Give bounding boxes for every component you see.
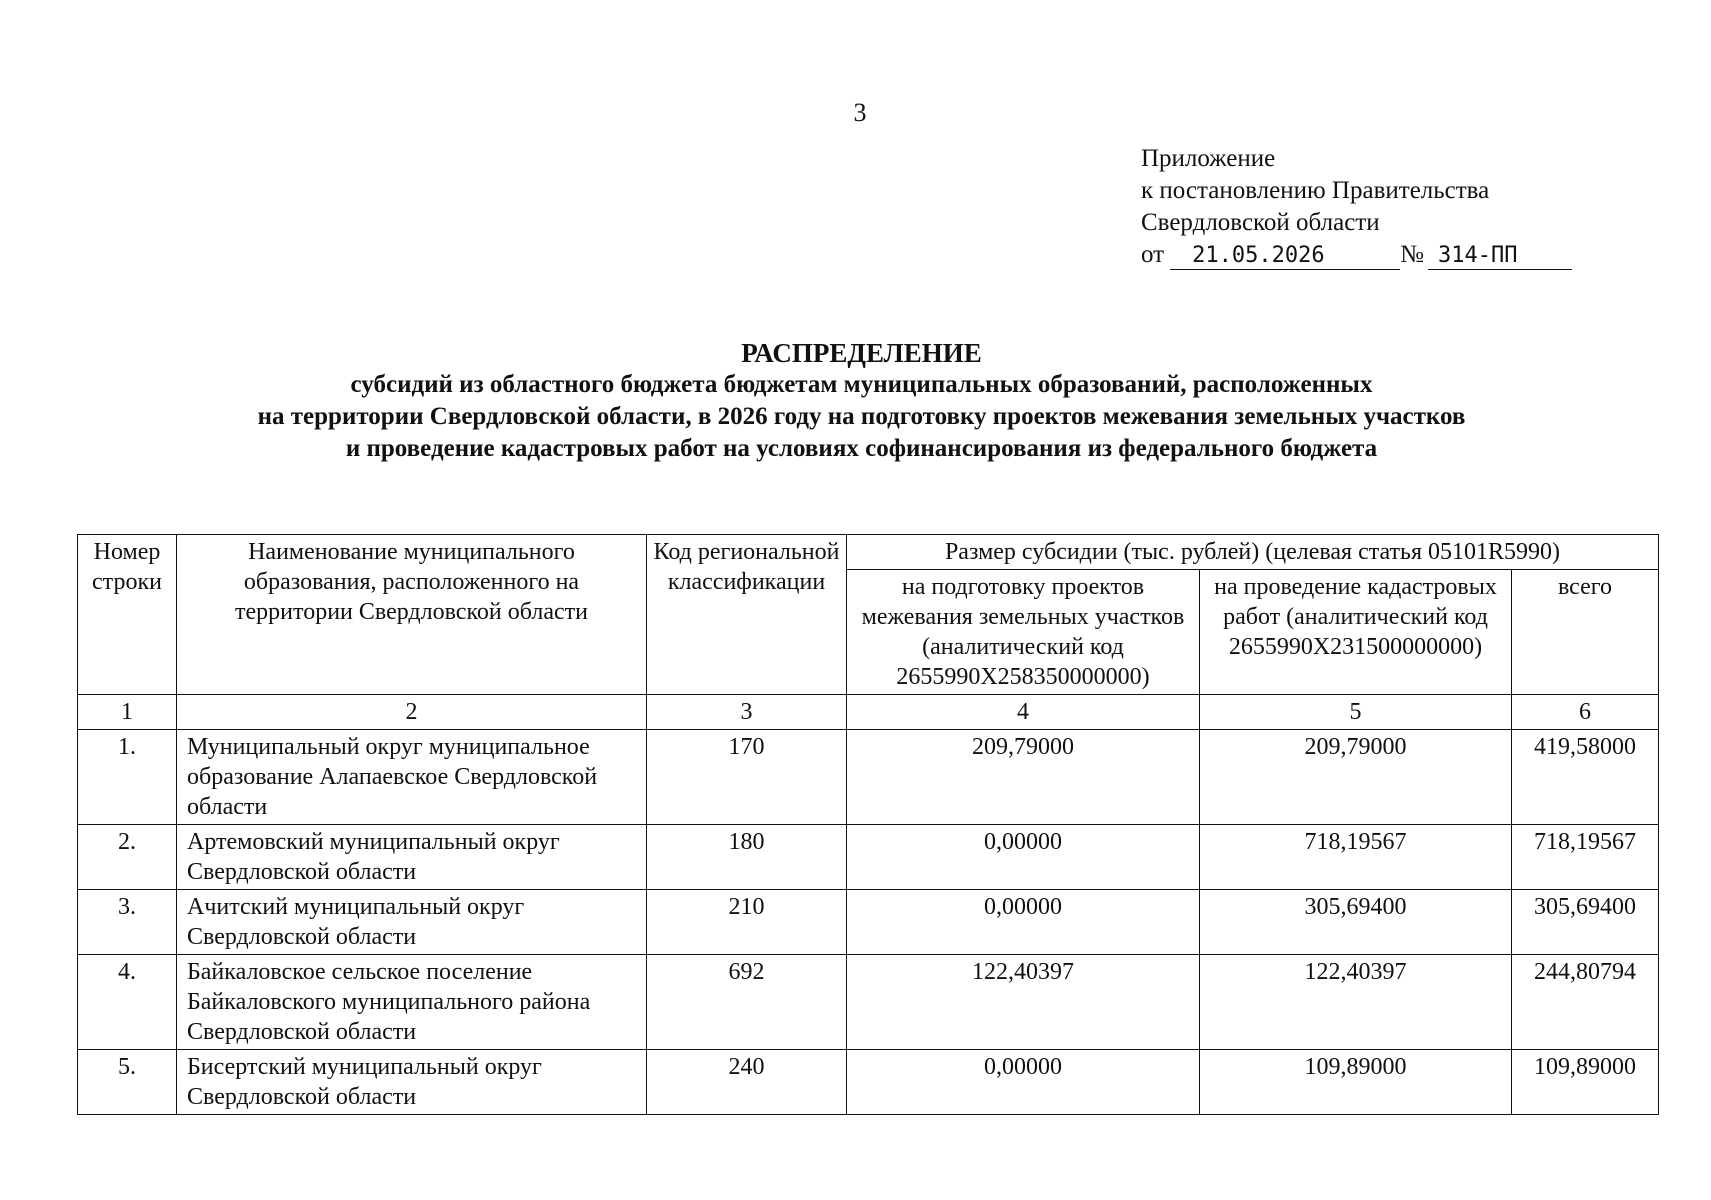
header-row-1	[78, 535, 1659, 570]
column-numbers-row	[78, 695, 1659, 730]
title-line-3: и проведение кадастровых работ на условиях софинансирования из федерального бюджета	[345, 435, 1378, 462]
title-line-1: субсидий из областного бюджета бюджетам муниципальных образований, расположенных	[350, 371, 1373, 398]
header-projects: на подготовку проектов межевания земельных участков (аналитический код 2655990X258350000000)	[847, 570, 1200, 695]
title-line-2: на территории Свердловской области, в 2026 году на подготовку проектов межевания земельных участков	[257, 403, 1466, 430]
appendix-block	[1141, 143, 1572, 271]
decree-date: 21.05.2026	[1170, 243, 1400, 270]
projects-amount: 0,00000	[847, 890, 1200, 955]
appendix-line-1: Приложение	[1141, 145, 1276, 172]
decree-number: 314-ПП	[1428, 243, 1572, 270]
cadastral-amount: 718,19567	[1200, 825, 1512, 890]
header-row-number: Номер строки	[78, 535, 177, 695]
column-number: 5	[1200, 695, 1512, 730]
municipality-name: Бисертский муниципальный округ Свердловской области	[177, 1050, 647, 1115]
header-cadastral: на проведение кадастровых работ (аналитический код 2655990X231500000000)	[1200, 570, 1512, 695]
column-number: 3	[647, 695, 847, 730]
region-code: 170	[647, 730, 847, 825]
row-number: 1.	[78, 730, 177, 825]
table-row	[78, 1050, 1659, 1115]
region-code: 692	[647, 955, 847, 1050]
total-amount: 419,58000	[1512, 730, 1659, 825]
cadastral-amount: 109,89000	[1200, 1050, 1512, 1115]
page-number: 3	[853, 98, 867, 127]
appendix-line-2: к постановлению Правительства	[1141, 177, 1490, 204]
title-main: РАСПРЕДЕЛЕНИЕ	[741, 338, 982, 368]
row-number: 3.	[78, 890, 177, 955]
header-name: Наименование муниципального образования, расположенного на территории Свердловской области	[177, 535, 647, 695]
column-number: 4	[847, 695, 1200, 730]
number-label: №	[1400, 241, 1424, 268]
row-number: 5.	[78, 1050, 177, 1115]
region-code: 240	[647, 1050, 847, 1115]
distribution-table	[77, 534, 1659, 1115]
municipality-name: Байкаловское сельское поселение Байкаловского муниципального района Свердловской области	[177, 955, 647, 1050]
municipality-name: Муниципальный округ муниципальное образование Алапаевское Свердловской области	[177, 730, 647, 825]
cadastral-amount: 305,69400	[1200, 890, 1512, 955]
projects-amount: 0,00000	[847, 825, 1200, 890]
header-total: всего	[1512, 570, 1659, 695]
region-code: 180	[647, 825, 847, 890]
row-number: 4.	[78, 955, 177, 1050]
municipality-name: Ачитский муниципальный округ Свердловской области	[177, 890, 647, 955]
cadastral-amount: 209,79000	[1200, 730, 1512, 825]
projects-amount: 0,00000	[847, 1050, 1200, 1115]
total-amount: 244,80794	[1512, 955, 1659, 1050]
appendix-line-3: Свердловской области	[1141, 209, 1380, 236]
header-code: Код региональной классификации	[647, 535, 847, 695]
header-subsidy-group: Размер субсидии (тыс. рублей) (целевая статья 05101R5990)	[847, 535, 1659, 570]
row-number: 2.	[78, 825, 177, 890]
total-amount: 718,19567	[1512, 825, 1659, 890]
table-row	[78, 890, 1659, 955]
municipality-name: Артемовский муниципальный округ Свердловской области	[177, 825, 647, 890]
region-code: 210	[647, 890, 847, 955]
cadastral-amount: 122,40397	[1200, 955, 1512, 1050]
table-row	[78, 955, 1659, 1050]
projects-amount: 209,79000	[847, 730, 1200, 825]
column-number: 2	[177, 695, 647, 730]
column-number: 1	[78, 695, 177, 730]
document-title	[0, 337, 1711, 465]
projects-amount: 122,40397	[847, 955, 1200, 1050]
total-amount: 305,69400	[1512, 890, 1659, 955]
from-label: от	[1141, 241, 1165, 268]
table-row	[78, 730, 1659, 825]
table-row	[78, 825, 1659, 890]
appendix-date-line	[1141, 239, 1572, 271]
total-amount: 109,89000	[1512, 1050, 1659, 1115]
column-number: 6	[1512, 695, 1659, 730]
